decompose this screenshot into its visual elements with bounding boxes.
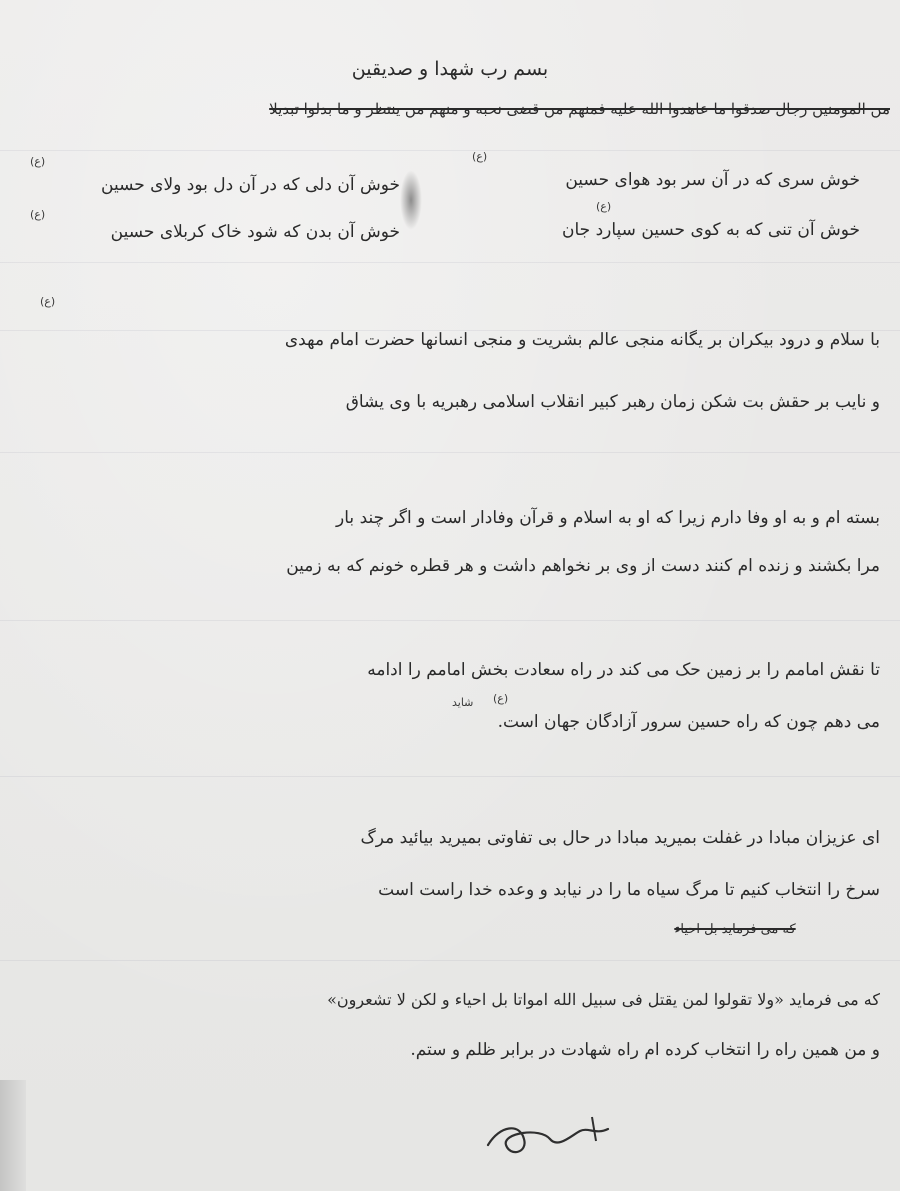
para3-line2: می دهم چون که راه حسین سرور آزادگان جهان است. bbox=[497, 712, 880, 732]
poem-line2-right: خوش آن تنی که به کوی حسین سپارد جان bbox=[562, 220, 860, 240]
ruled-line bbox=[0, 960, 900, 961]
para5-line1: که می فرماید «ولا تقولوا لمن یقتل فی سبیل الله امواتا بل احیاء و لکن لا تشعرون» bbox=[327, 990, 880, 1009]
para2-line1: بسته ام و به او وفا دارم زیرا که او به اسلام و قرآن وفادار است و اگر چند بار bbox=[336, 508, 880, 528]
poem-line2-left: خوش آن بدن که شود خاک کربلای حسین bbox=[110, 222, 400, 242]
ruled-line bbox=[0, 776, 900, 777]
letter-heading: بسم رب شهدا و صدیقین bbox=[351, 58, 549, 80]
ruled-line bbox=[0, 452, 900, 453]
para5-line2: و من همین راه را انتخاب کرده ام راه شهادت در برابر ظلم و ستم. bbox=[410, 1040, 880, 1060]
para2-line2: مرا بکشند و زنده ام کنند دست از وی بر نخواهم داشت و هر قطره خونم که به زمین bbox=[286, 556, 880, 576]
honorific-mark: (ع) bbox=[40, 295, 56, 308]
para4-line2: سرخ را انتخاب کنیم تا مرگ سیاه ما را در نیابد و وعده خدا راست است bbox=[378, 880, 880, 900]
poem-line1-left: خوش آن دلی که در آن دل بود ولای حسین bbox=[101, 175, 400, 195]
para3-line1: تا نقش امامم را بر زمین حک می کند در راه سعادت بخش امامم را ادامه bbox=[367, 660, 880, 680]
quran-verse: من المومنین رجال صدقوا ما عاهدوا الله علیه فمنهم من قضی نحبه و منهم من ینتظر و ما بدلوا تبدیلا bbox=[269, 100, 890, 118]
ruled-line bbox=[0, 150, 900, 151]
ruled-line bbox=[0, 262, 900, 263]
honorific-mark: (ع) bbox=[493, 692, 509, 705]
page-edge-shadow bbox=[0, 1080, 26, 1191]
para1-line1: با سلام و درود بیکران بر یگانه منجی عالم بشریت و منجی انسانها حضرت امام مهدی bbox=[284, 330, 880, 350]
inserted-word: شاید bbox=[452, 696, 474, 709]
ruled-line bbox=[0, 620, 900, 621]
honorific-mark: (ع) bbox=[596, 200, 612, 213]
handwritten-signature bbox=[480, 1105, 620, 1165]
para1-line2: و نایب بر حقش بت شکن زمان رهبر کبیر انقلاب اسلامی رهبریه با وی یشاق bbox=[345, 392, 880, 412]
honorific-mark: (ع) bbox=[30, 155, 46, 168]
struck-fragment: که می فرماید بل احیاء bbox=[674, 922, 796, 937]
ink-smudge bbox=[400, 170, 422, 230]
para4-line1: ای عزیزان مبادا در غفلت بمیرید مبادا در حال بی تفاوتی بمیرید بیائید مرگ bbox=[360, 828, 880, 848]
honorific-mark: (ع) bbox=[30, 208, 46, 221]
poem-line1-right: خوش سری که در آن سر بود هوای حسین bbox=[565, 170, 860, 190]
honorific-mark: (ع) bbox=[472, 150, 488, 163]
